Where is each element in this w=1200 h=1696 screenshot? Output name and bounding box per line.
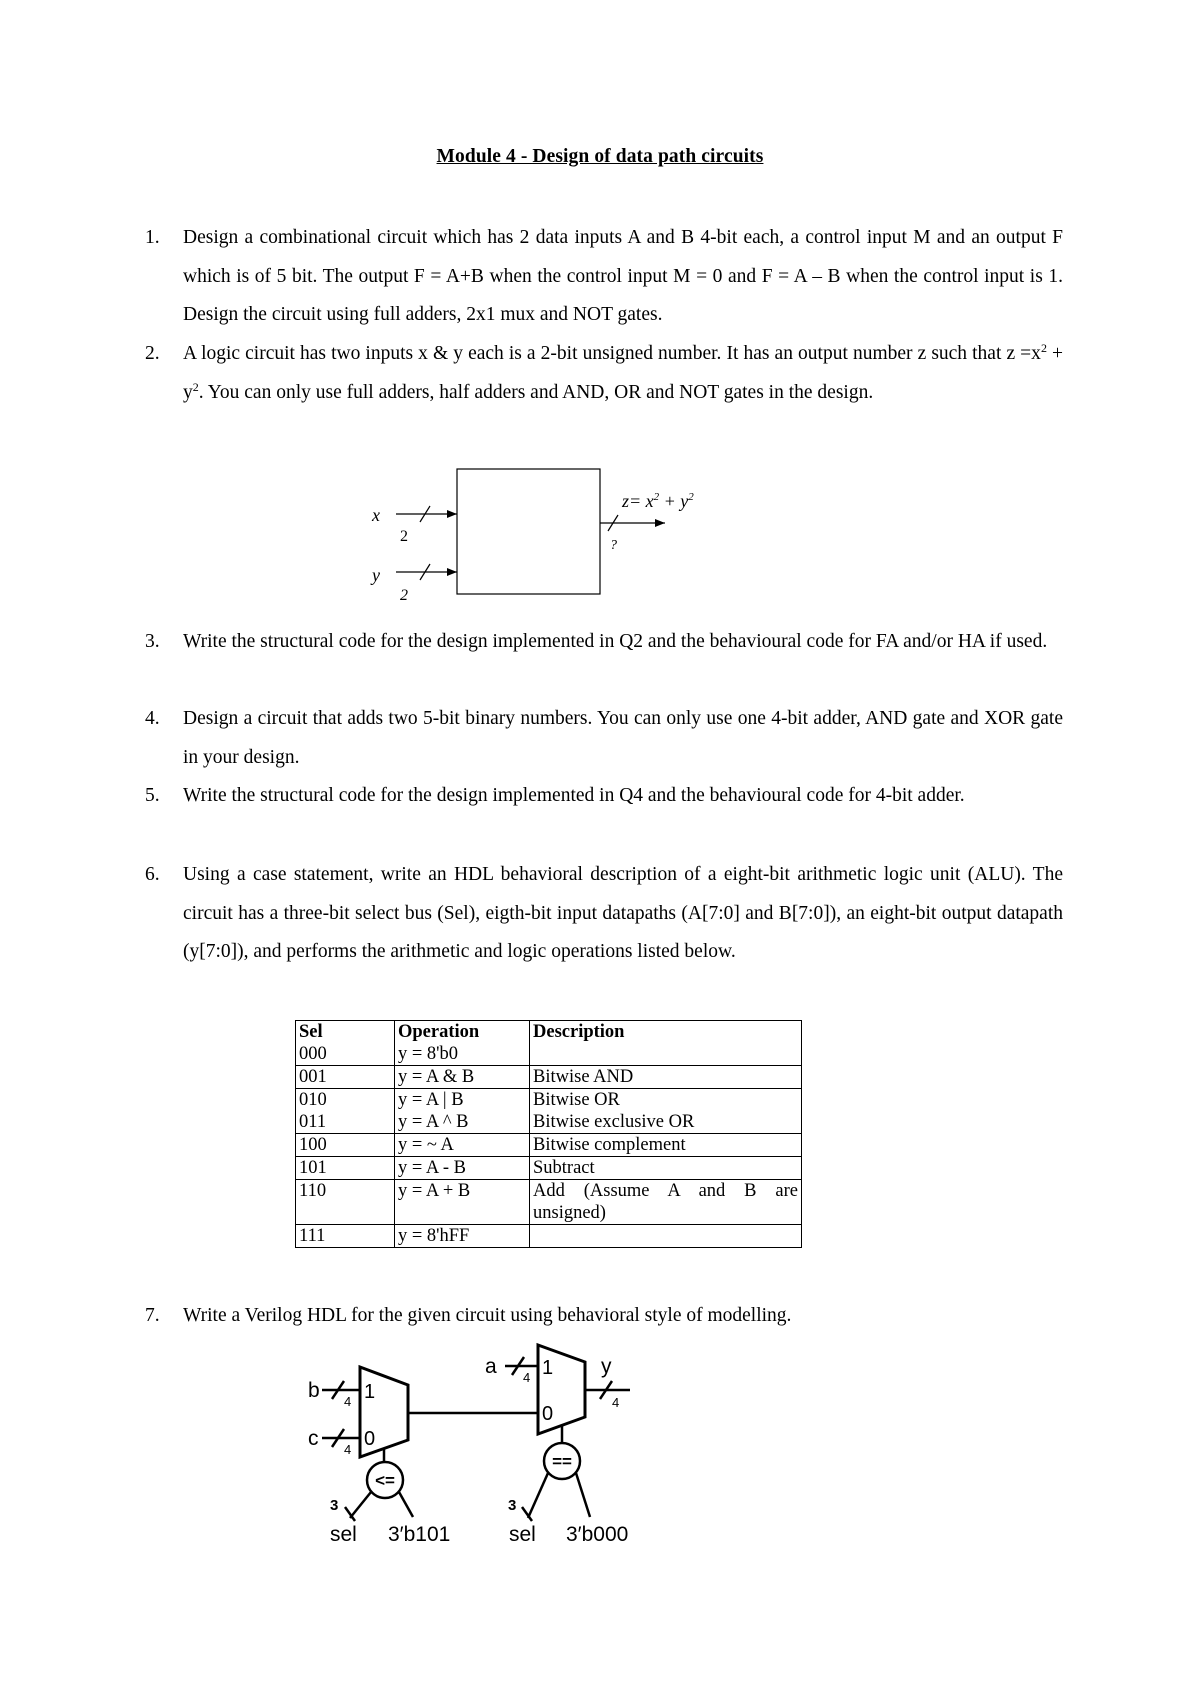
question-text: Design a combinational circuit which has 2 data inputs A and B 4-bit each, a control input M and an output F which is of 5 bit. The output F = A+B when the control input M = 0 and F = A – B when the control input is 1. Design the circuit using full adders, 2x1 mux and NOT gates. — [183, 227, 1063, 325]
question-text: Write a Verilog HDL for the given circuit using behavioral style of modelling. — [183, 1305, 792, 1326]
cell-sel: 110 — [296, 1180, 395, 1225]
left-sel-width: 3 — [330, 1497, 339, 1514]
z-width: ? — [610, 538, 617, 553]
question-number: 7. — [145, 1305, 160, 1326]
header-operation: Operation — [395, 1021, 530, 1044]
cell-sel: 000 — [296, 1043, 395, 1066]
table-row — [296, 1043, 802, 1066]
logic-block — [457, 469, 600, 594]
q2-block-diagram — [360, 460, 720, 610]
question-7 — [145, 1297, 1063, 1336]
a-width: 4 — [523, 1370, 531, 1385]
x-label: x — [372, 505, 380, 525]
page-title: Module 4 - Design of data path circuits — [436, 146, 764, 167]
c-label: c — [308, 1427, 319, 1450]
cell-desc — [530, 1225, 802, 1248]
question-5 — [145, 777, 1063, 816]
right-sel-label: sel — [509, 1523, 536, 1546]
cell-sel: 101 — [296, 1157, 395, 1180]
cell-op: y = A + B — [395, 1180, 530, 1225]
question-6 — [145, 856, 1063, 972]
y-width: 4 — [612, 1395, 620, 1410]
question-3 — [145, 623, 1063, 662]
right-mux-in0: 0 — [542, 1403, 554, 1425]
right-mux-in1: 1 — [542, 1357, 554, 1379]
header-description: Description — [530, 1021, 802, 1044]
left-sel-label: sel — [330, 1523, 357, 1546]
question-text: A logic circuit has two inputs x & y each is a 2-bit unsigned number. It has an output number z such that $z =x^2 + y^2$. You can only use full adders, half adders and AND, OR and NOT gates in the design. — [183, 341, 1064, 403]
question-text: Write the structural code for the design implemented in Q4 and the behavioural code for 4-bit adder. — [183, 785, 965, 806]
cell-sel: 001 — [296, 1066, 395, 1089]
question-text: Write the structural code for the design implemented in Q2 and the behavioural code for FA and/or HA if used. — [183, 631, 1048, 652]
table-row — [296, 1089, 802, 1134]
question-number: 4. — [145, 708, 160, 729]
cell-op: y = A - B — [395, 1157, 530, 1180]
right-const-label: 3′b000 — [566, 1523, 629, 1546]
cell-desc — [530, 1043, 802, 1066]
y-output-label: y — [601, 1355, 612, 1378]
b-label: b — [308, 1379, 320, 1402]
a-label: a — [485, 1355, 497, 1378]
z-label: $z= x^2 + y^2$ — [622, 491, 694, 511]
cell-sel: 100 — [296, 1134, 395, 1157]
cell-desc-group: Bitwise OR Bitwise exclusive OR — [530, 1089, 802, 1134]
left-const-label: 3′b101 — [388, 1523, 451, 1546]
y-label: y — [372, 565, 380, 585]
question-text: Design a circuit that adds two 5-bit binary numbers. You can only use one 4-bit adder, AND gate and XOR gate in your design. — [183, 708, 1063, 768]
cell-op-group: y = A | B y = A ^ B — [395, 1089, 530, 1134]
question-1 — [145, 219, 1063, 335]
b-width: 4 — [344, 1394, 352, 1409]
left-sel-line — [350, 1492, 371, 1518]
question-4 — [145, 700, 1063, 777]
cell-desc: Bitwise AND — [530, 1066, 802, 1089]
x-width: 2 — [400, 528, 408, 545]
question-2 — [145, 335, 1063, 412]
table-row — [296, 1066, 802, 1089]
right-comparator-op: == — [552, 1452, 572, 1471]
cell-desc: Add (Assume A and B are unsigned) — [530, 1180, 802, 1225]
table-row — [296, 1134, 802, 1157]
y-arrow — [447, 568, 457, 576]
cell-op: y = 8'b0 — [395, 1043, 530, 1066]
cell-sel: 111 — [296, 1225, 395, 1248]
question-number: 1. — [145, 227, 160, 248]
z-arrow — [655, 519, 665, 527]
table-row — [296, 1180, 802, 1225]
cell-op: y = A & B — [395, 1066, 530, 1089]
x-arrow — [447, 510, 457, 518]
header-sel: Sel — [296, 1021, 395, 1044]
cell-sel-group: 010 011 — [296, 1089, 395, 1134]
question-number: 2. — [145, 343, 160, 364]
question-number: 3. — [145, 631, 160, 652]
cell-desc: Subtract — [530, 1157, 802, 1180]
left-comparator-op: <= — [375, 1471, 395, 1490]
left-const-line — [399, 1492, 413, 1517]
table-row — [296, 1225, 802, 1248]
table-row — [296, 1157, 802, 1180]
q7-mux-circuit-diagram — [300, 1345, 680, 1545]
right-sel-width: 3 — [508, 1497, 517, 1514]
alu-operations-table — [295, 1020, 802, 1248]
cell-op: y = ~ A — [395, 1134, 530, 1157]
cell-op: y = 8'hFF — [395, 1225, 530, 1248]
left-mux-in0: 0 — [364, 1428, 376, 1450]
cell-desc: Bitwise complement — [530, 1134, 802, 1157]
table-header-row — [296, 1021, 802, 1044]
question-number: 6. — [145, 864, 160, 885]
right-const-line — [576, 1473, 590, 1517]
right-sel-line — [528, 1473, 548, 1518]
question-number: 5. — [145, 785, 160, 806]
c-width: 4 — [344, 1442, 352, 1457]
left-mux-in1: 1 — [364, 1381, 376, 1403]
question-text: Using a case statement, write an HDL behavioral description of a eight-bit arithmetic logic unit (ALU). The circuit has a three-bit select bus (Sel), eigth-bit input datapaths (A[7:0] and B[7:0]), an eight-bit output datapath (y[7:0]), and performs the arithmetic and logic operations listed below. — [183, 864, 1063, 962]
y-width: 2 — [400, 587, 408, 604]
